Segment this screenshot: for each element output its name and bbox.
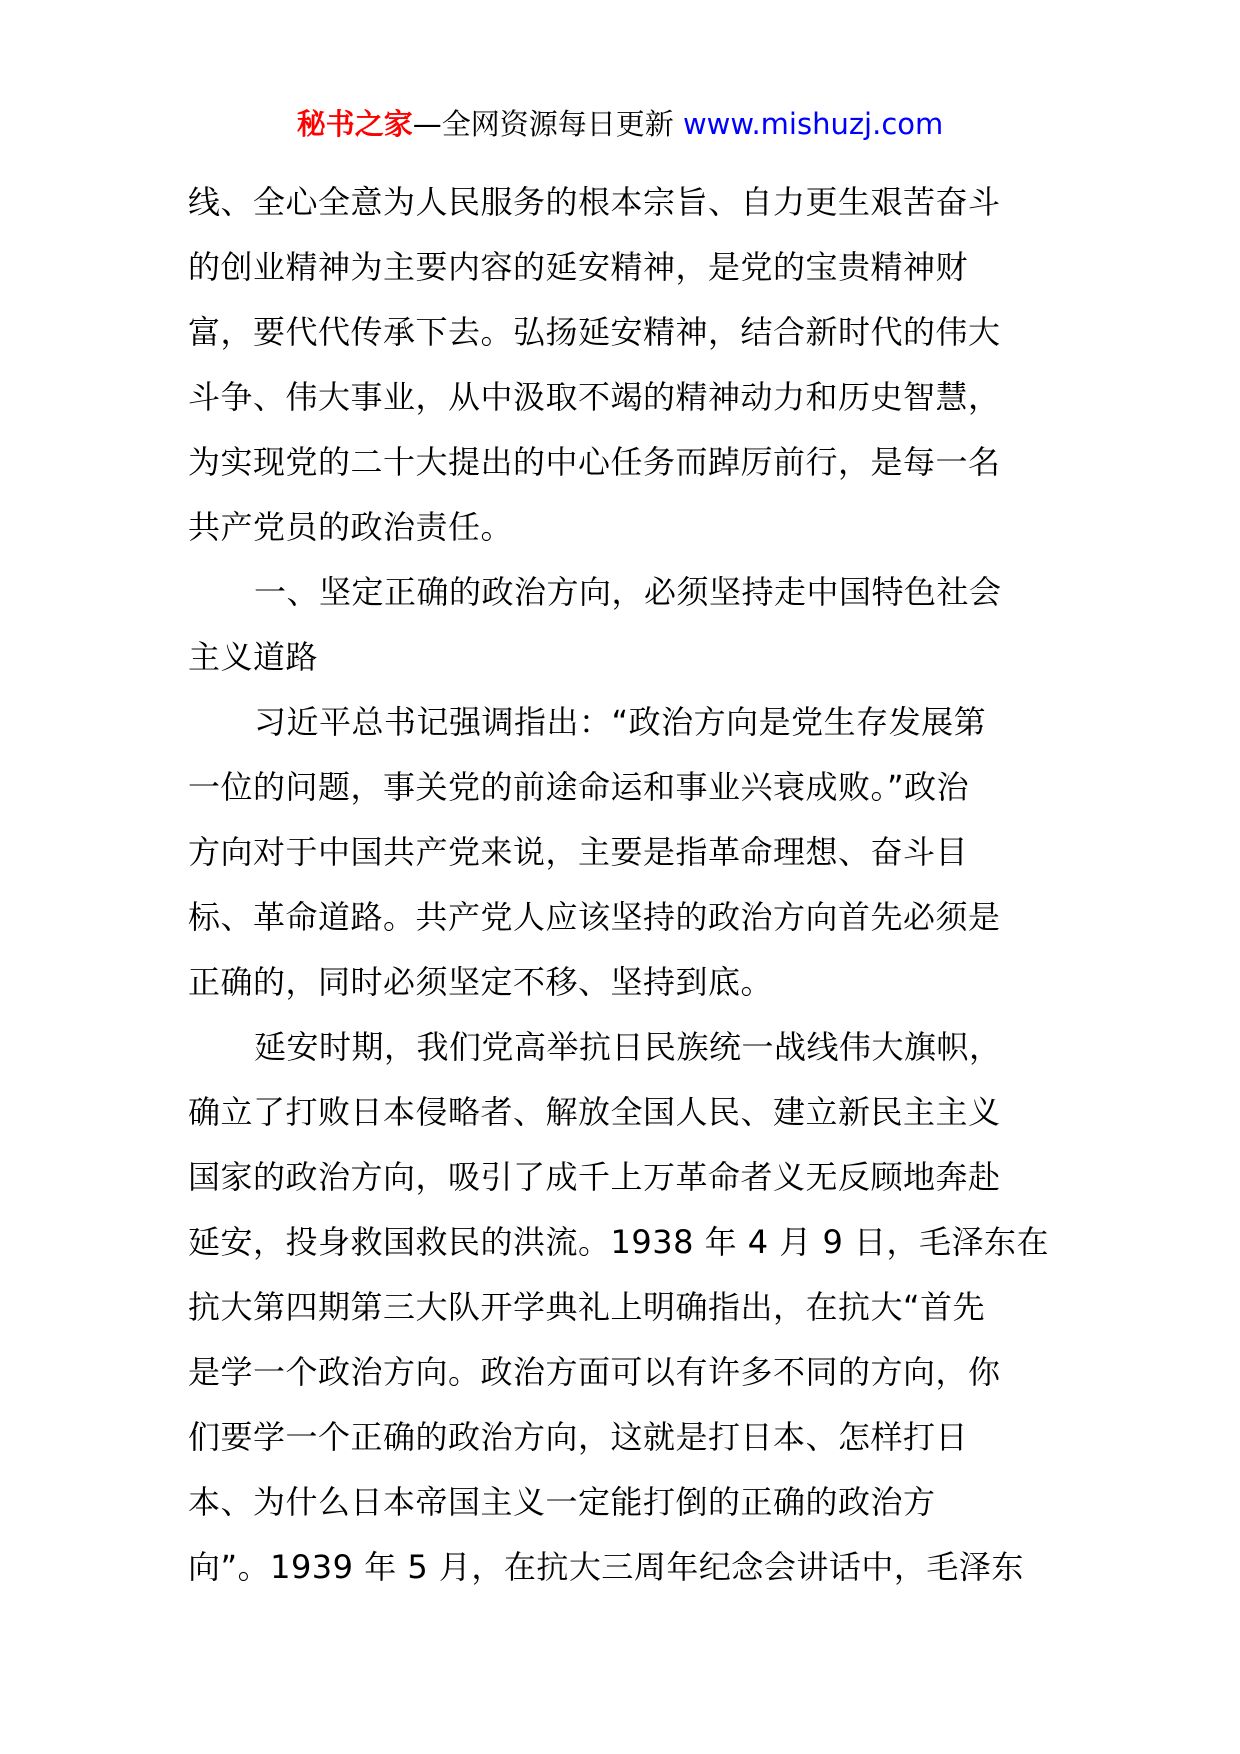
text-line: 线、全心全意为人民服务的根本宗旨、自力更生艰苦奋斗	[188, 183, 1001, 221]
site-header	[0, 104, 1240, 144]
paragraph-start: 延安时期，我们党高举抗日民族统一战线伟大旗帜，	[254, 1028, 1002, 1066]
text-line: 一位的问题，事关党的前途命运和事业兴衰成败。”政治	[188, 768, 970, 806]
text-line: 确立了打败日本侵略者、解放全国人民、建立新民主主义	[188, 1093, 1001, 1131]
text-line: 是学一个政治方向。政治方面可以有许多不同的方向，你	[188, 1353, 1001, 1391]
text-line: 抗大第四期第三大队开学典礼上明确指出，在抗大“首先	[188, 1288, 986, 1326]
text-line: 方向对于中国共产党来说，主要是指革命理想、奋斗目	[188, 833, 969, 871]
text-line: 为实现党的二十大提出的中心任务而踔厉前行，是每一名	[188, 443, 1001, 481]
text-line: 向”。1939 年 5 月，在抗大三周年纪念会讲话中，毛泽东	[188, 1548, 1024, 1586]
text-line: 富，要代代传承下去。弘扬延安精神，结合新时代的伟大	[188, 313, 1001, 351]
section-heading: 一、坚定正确的政治方向，必须坚持走中国特色社会	[254, 573, 1002, 611]
section-heading-continued: 主义道路	[188, 638, 319, 676]
text-line: 国家的政治方向，吸引了成千上万革命者义无反顾地奔赴	[188, 1158, 1001, 1196]
brand-name: 秘书之家	[296, 107, 413, 141]
header-tagline: —全网资源每日更新	[412, 107, 683, 141]
site-url-link[interactable]: www.mishuzj.com	[682, 107, 944, 141]
text-line: 共产党员的政治责任。	[188, 508, 514, 546]
text-line: 斗争、伟大事业，从中汲取不竭的精神动力和历史智慧，	[188, 378, 1001, 416]
document-body	[188, 170, 1058, 1600]
text-line: 的创业精神为主要内容的延安精神，是党的宝贵精神财	[188, 248, 969, 286]
text-line: 本、为什么日本帝国主义一定能打倒的正确的政治方	[188, 1483, 936, 1521]
text-line: 标、革命道路。共产党人应该坚持的政治方向首先必须是	[188, 898, 1001, 936]
text-line: 正确的，同时必须坚定不移、坚持到底。	[188, 963, 774, 1001]
paragraph-start: 习近平总书记强调指出：“政治方向是党生存发展第	[254, 703, 987, 741]
text-line: 们要学一个正确的政治方向，这就是打日本、怎样打日	[188, 1418, 969, 1456]
text-line: 延安，投身救国救民的洪流。1938 年 4 月 9 日，毛泽东在	[188, 1223, 1050, 1261]
